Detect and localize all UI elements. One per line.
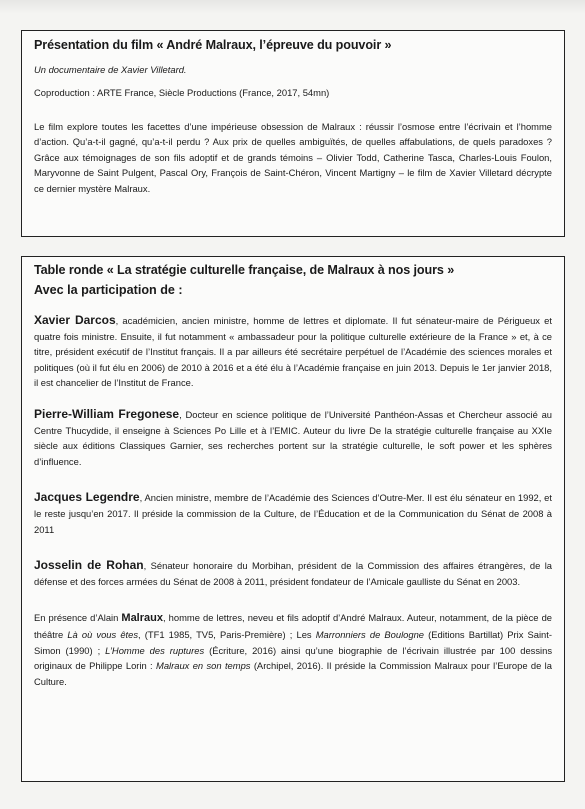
participant-darcos [34,313,552,391]
presence-malraux [34,610,552,689]
presence-text-5: (Archipel, 2016). Il préside la Commission Malraux pour l’Europe de la Culture. [34,660,552,687]
participant-bio: , Ancien ministre, membre de l’Académie des Sciences d’Outre-Mer. Il est élu sénateur en 1992, et le reste jusqu’en 2017. Il préside la commission de la Culture, de l’Éducation et de la Communication du Sénat de 2008 à 2011 [34,492,553,535]
participant-rohan [34,558,552,589]
participant-name: Pierre-William Fregonese [34,406,180,421]
presence-work-1: Là où vous êtes [67,628,139,640]
presence-work-4: Malraux en son temps [156,660,251,672]
presence-text-2: , (TF1 1985, TV5, Paris-Première) ; Les [138,628,316,640]
roundtable-title: Table ronde « La stratégie culturelle française, de Malraux à nos jours » [34,263,455,277]
participant-name: Jacques Legendre [34,490,140,505]
roundtable-box [21,256,565,782]
participant-name: Josselin de Rohan [34,558,144,573]
participant-legendre [34,490,552,537]
participation-heading: Avec la participation de : [34,283,183,297]
participant-fregonese [34,407,552,469]
film-coproduction: Coproduction : ARTE France, Siècle Productions (France, 2017, 54mn) [34,87,330,98]
film-description: Le film explore toutes les facettes d’une impérieuse obsession de Malraux : réussir l’osmose entre l’écrivain et l’homme d’action. Qu’a-t-il gagné, qu’a-t-il perdu ? Aux prix de quelles ambiguïtés, de quelles affabulations, de quels paradoxes ? Grâce aux témoignages de son fils adoptif et de grands témoins – Olivier Todd, Catherine Tasca, Charles-Louis Foulon, Maryvonne de Saint Pulgent, Pascal Ory, François de Saint-Chéron, Vincent Martigny – le film de Xavier Villetard décrypte ce dernier mystère Malraux. [34,120,552,194]
participant-bio: , académicien, ancien ministre, homme de lettres et diplomate. Il fut sénateur-maire de Périgueux et quatre fois ministre. Ensuite, il fut notamment « ambassadeur pour la politique culturelle extérieure de la France » et, à ce titre, président exécutif de l’Institut français. Il a par ailleurs été secrétaire perpétuel de l’Académie des sciences morales et politiques (où il fut élu en 2006) de 2010 à 2016 et a été élu à l’Académie française en juin 2013. Depuis le 1er janvier 2018, il est chancelier de l’Institut de France. [34,315,552,389]
presence-text-3: (Editions Bartillat) Prix Saint-Simon (1990) ; [34,628,552,656]
participant-bio: , Docteur en science politique de l’Université Panthéon-Assas et Chercheur associé au Centre Thucydide, il enseigne à Sciences Po Lille et à l’EMIC. Auteur du livre De la stratégie culturelle française au XXIe siècle aux éditions Classiques Garnier, ses recherches portent sur la stratégie culturelle, le soft power et les sphères d’influence. [34,408,552,467]
presence-text-1: , homme de lettres, neveu et fils adoptif d’André Malraux. Auteur, notamment, de la pièce de théâtre [34,612,552,640]
film-title: Présentation du film « André Malraux, l’épreuve du pouvoir » [34,38,392,52]
participant-name: Xavier Darcos [34,313,116,327]
participant-bio: , Sénateur honoraire du Morbihan, président de la Commission des affaires étrangères, de la défense et des forces armées du Sénat de 2008 à 2011, président fondateur de l’Amicale gaulliste du Sénat en 2003. [34,560,552,587]
film-presentation-box [21,30,565,237]
presence-work-3: L’Homme des ruptures [105,644,205,656]
presence-work-2: Marronniers de Boulogne [315,628,425,640]
film-documentary-credit: Un documentaire de Xavier Villetard. [34,64,187,75]
presence-intro: En présence d’Alain [34,612,122,624]
page-top-edge [0,0,585,14]
presence-text-4: (Écriture, 2016) ainsi qu’une biographie de l’écrivain illustrée par 100 dessins originaux de Philippe Lorin : [34,644,553,672]
presence-name: Malraux [121,612,163,625]
